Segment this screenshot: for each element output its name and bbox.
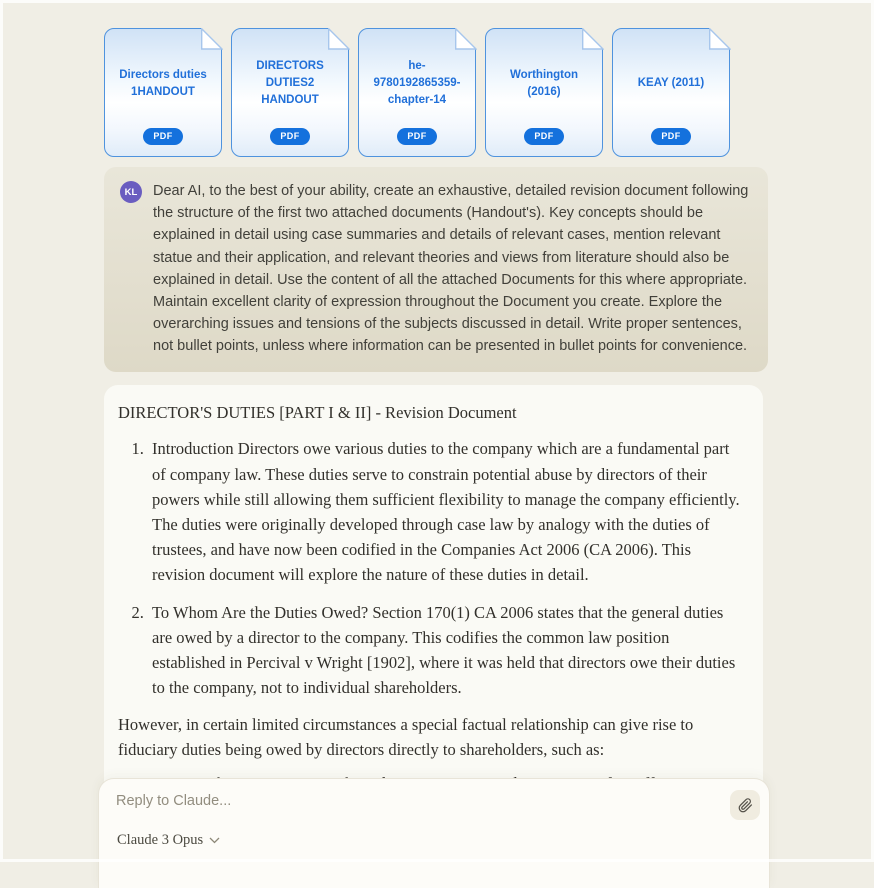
page-fold-icon — [709, 28, 731, 50]
attach-file-button[interactable] — [730, 790, 760, 820]
assistant-message — [104, 385, 763, 814]
page-fold-icon — [455, 28, 477, 50]
attachment-name: Worthington (2016) — [509, 68, 579, 98]
numbered-list-item: 2. To Whom Are the Duties Owed? Section 170(1) CA 2006 states that the general duties are owed by a director to the company. This codifies the common law position established in Percival v Wright [1902], where it was held that directors owe their duties to the company, not to individual shareholders. — [148, 600, 743, 700]
model-selector[interactable] — [117, 832, 220, 849]
page-fold-icon — [582, 28, 604, 50]
page-fold-icon — [201, 28, 223, 50]
attachment-card-1[interactable] — [104, 28, 222, 157]
user-message — [104, 167, 768, 372]
attachment-card-4[interactable] — [485, 28, 603, 157]
pdf-badge: PDF — [143, 128, 182, 145]
attachments-row — [104, 28, 768, 157]
attachment-card-5[interactable] — [612, 28, 730, 157]
chevron-down-icon — [209, 837, 220, 844]
assistant-numbered-list — [118, 436, 743, 700]
assistant-paragraph: However, in certain limited circumstances a special factual relationship can give rise to fiduciary duties being owed by directors directly to shareholders, such as: — [118, 715, 694, 760]
user-avatar: KL — [120, 181, 142, 203]
attachment-name: Directors duties 1HANDOUT — [119, 68, 207, 98]
attachment-card-2[interactable] — [231, 28, 349, 157]
reply-input[interactable] — [116, 793, 676, 809]
chat-column — [104, 28, 768, 814]
pdf-badge: PDF — [270, 128, 309, 145]
attachment-card-3[interactable] — [358, 28, 476, 157]
assistant-response-title: DIRECTOR'S DUTIES [PART I & II] - Revision Document — [118, 403, 517, 423]
user-message-text: Dear AI, to the best of your ability, create an exhaustive, detailed revision document following the structure of the first two attached documents (Handout's). Key concepts should be explained in detail using case summaries and details of relevant cases, mention relevant statue and their application, and relevant theories and views from literature should also be explained in detail. Use the content of all the attached Documents for this where appropriate. Maintain excellent clarity of expression throughout the Document you create. Explore the overarching issues and tensions of the subjects discussed in detail. Write proper sentences, not bullet points, unless where information can be presented in bullet points for convenience. — [153, 183, 749, 355]
numbered-list-item: 1. Introduction Directors owe various duties to the company which are a fundamental part of company law. These duties serve to constrain potential abuse by directors of their powers while still allowing them sufficient flexibility to manage the company efficiently. The duties were originally developed through case law by analogy with the duties of trustees, and have now been codified in the Companies Act 2006 (CA 2006). This revision document will explore the nature of these duties in detail. — [148, 436, 743, 586]
model-selector-label: Claude 3 Opus — [117, 832, 204, 848]
attachment-name: he-9780192865359-chapter-14 — [373, 60, 461, 106]
attachment-name: KEAY (2011) — [637, 77, 705, 90]
page-fold-icon — [328, 28, 350, 50]
pdf-badge: PDF — [524, 128, 563, 145]
reply-composer — [98, 778, 770, 888]
attachment-name: DIRECTORS DUTIES2 HANDOUT — [256, 60, 324, 106]
paperclip-icon — [738, 798, 753, 813]
pdf-badge: PDF — [397, 128, 436, 145]
pdf-badge: PDF — [651, 128, 690, 145]
